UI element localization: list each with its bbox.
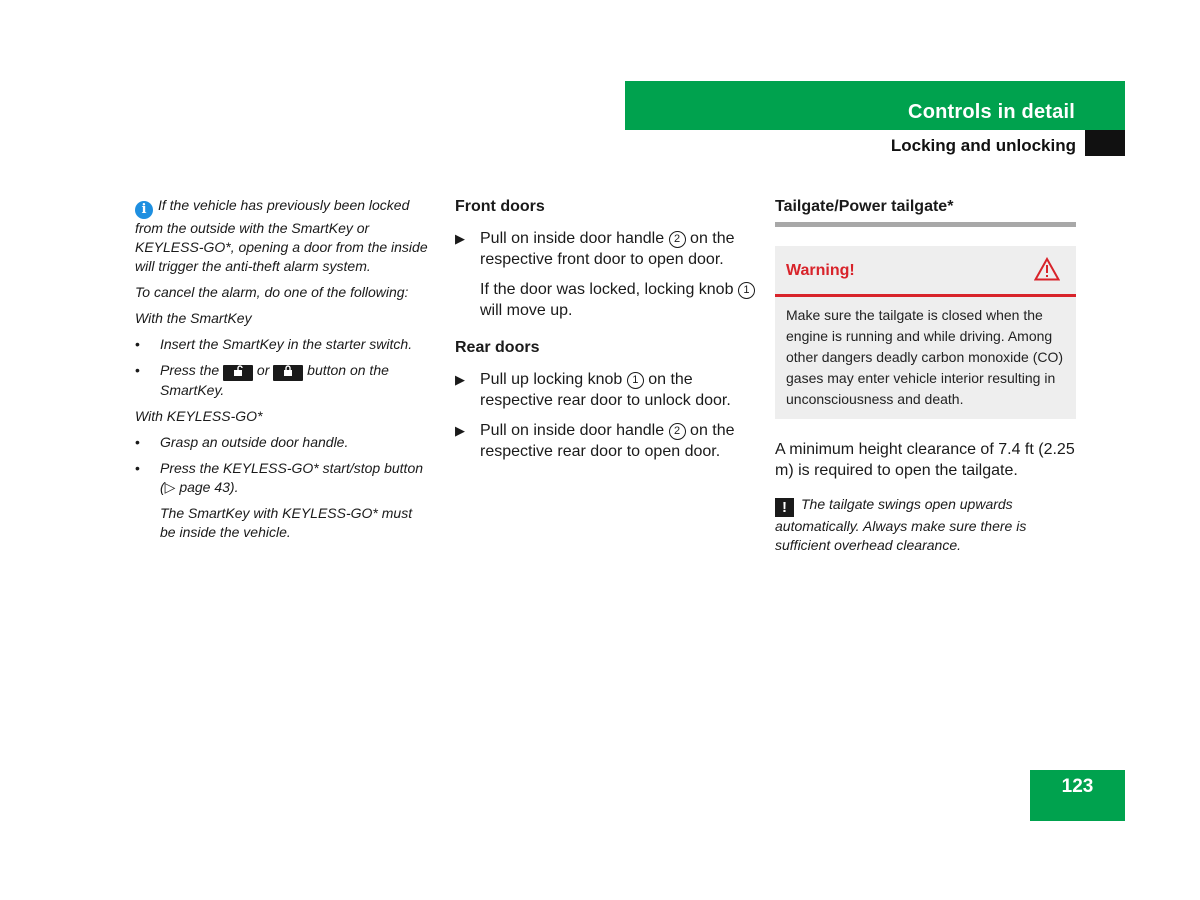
warning-header — [775, 246, 1076, 297]
result-text-post: will move up. — [480, 302, 573, 319]
warning-box — [775, 246, 1076, 419]
bullet: • — [135, 460, 140, 476]
warning-title: Warning! — [786, 262, 855, 279]
left-column — [135, 196, 430, 549]
bullet: • — [135, 362, 140, 378]
step-text-post: on the respective front door to open door. — [480, 230, 735, 268]
bullet-text: Grasp an outside door handle. — [160, 434, 349, 450]
bullet-text-or: or — [256, 362, 270, 378]
unlock-icon — [223, 365, 253, 381]
step-marker: ▶ — [455, 372, 465, 387]
warning-triangle-icon — [1034, 257, 1060, 286]
bullet: • — [135, 434, 140, 450]
step-item — [455, 420, 760, 462]
callout-number: 1 — [738, 282, 755, 299]
callout-number: 2 — [669, 231, 686, 248]
subsection-marker — [1085, 130, 1125, 156]
info-note — [135, 196, 430, 276]
section-title: Controls in detail — [908, 101, 1075, 123]
bullet: • — [135, 336, 140, 352]
result-text-pre: If the door was locked, locking knob — [480, 281, 734, 298]
lock-icon — [273, 365, 303, 381]
subsection-title: Locking and unlocking — [890, 136, 1076, 155]
step-text-post: on the respective rear door to unlock door. — [480, 371, 731, 409]
list-item — [135, 433, 430, 452]
bullet-text: Insert the SmartKey in the starter switch. — [160, 336, 413, 352]
step-item — [455, 228, 760, 270]
caution-icon: ! — [775, 498, 794, 517]
step-item — [455, 369, 760, 411]
page-number: 123 — [1061, 776, 1094, 797]
callout-number: 1 — [627, 372, 644, 389]
step-result — [455, 279, 760, 321]
right-column — [775, 196, 1076, 555]
bullet-text-pre: Press the — [160, 362, 220, 378]
step-text-post: on the respective rear door to open door. — [480, 422, 735, 460]
bullet-text: Press the KEYLESS-GO* start/stop button (▷ page 43). — [160, 460, 424, 495]
step-text-pre: Pull on inside door handle — [480, 422, 665, 439]
info-note-text: If the vehicle has previously been locked from the outside with the SmartKey or KEYLESS-GO*, opening a door from the inside will trigger the anti-theft alarm system. — [135, 197, 428, 274]
info-icon: i — [135, 201, 153, 219]
list-item — [135, 459, 430, 497]
callout-number: 2 — [669, 423, 686, 440]
tailgate-heading: Tailgate/Power tailgate* — [775, 198, 1076, 227]
with-smartkey-label: With the SmartKey — [135, 310, 252, 326]
step-text-pre: Pull up locking knob — [480, 371, 623, 388]
caution-note — [775, 495, 1076, 555]
rear-doors-heading: Rear doors — [455, 339, 540, 356]
step-marker: ▶ — [455, 231, 465, 246]
front-doors-heading: Front doors — [455, 198, 545, 215]
page-number-box — [1030, 770, 1125, 821]
list-item — [135, 361, 430, 400]
list-item — [135, 335, 430, 354]
header-bar — [625, 81, 1125, 130]
step-text-pre: Pull on inside door handle — [480, 230, 665, 247]
bullet-text-post: button on the SmartKey. — [160, 362, 389, 398]
middle-column — [455, 196, 760, 471]
step-marker: ▶ — [455, 423, 465, 438]
with-keyless-label: With KEYLESS-GO* — [135, 408, 263, 424]
clearance-text: A minimum height clearance of 7.4 ft (2.25 m) is required to open the tailgate. — [775, 441, 1075, 479]
warning-text: Make sure the tailgate is closed when the engine is running and while driving. Among other dangers deadly carbon monoxide (CO) gases may enter vehicle interior resulting in unconsciousness and death. — [786, 307, 1064, 407]
caution-text: The tailgate swings open upwards automatically. Always make sure there is sufficient overhead clearance. — [775, 496, 1027, 553]
cancel-intro: To cancel the alarm, do one of the following: — [135, 284, 409, 300]
keyless-note: The SmartKey with KEYLESS-GO* must be inside the vehicle. — [160, 505, 413, 540]
